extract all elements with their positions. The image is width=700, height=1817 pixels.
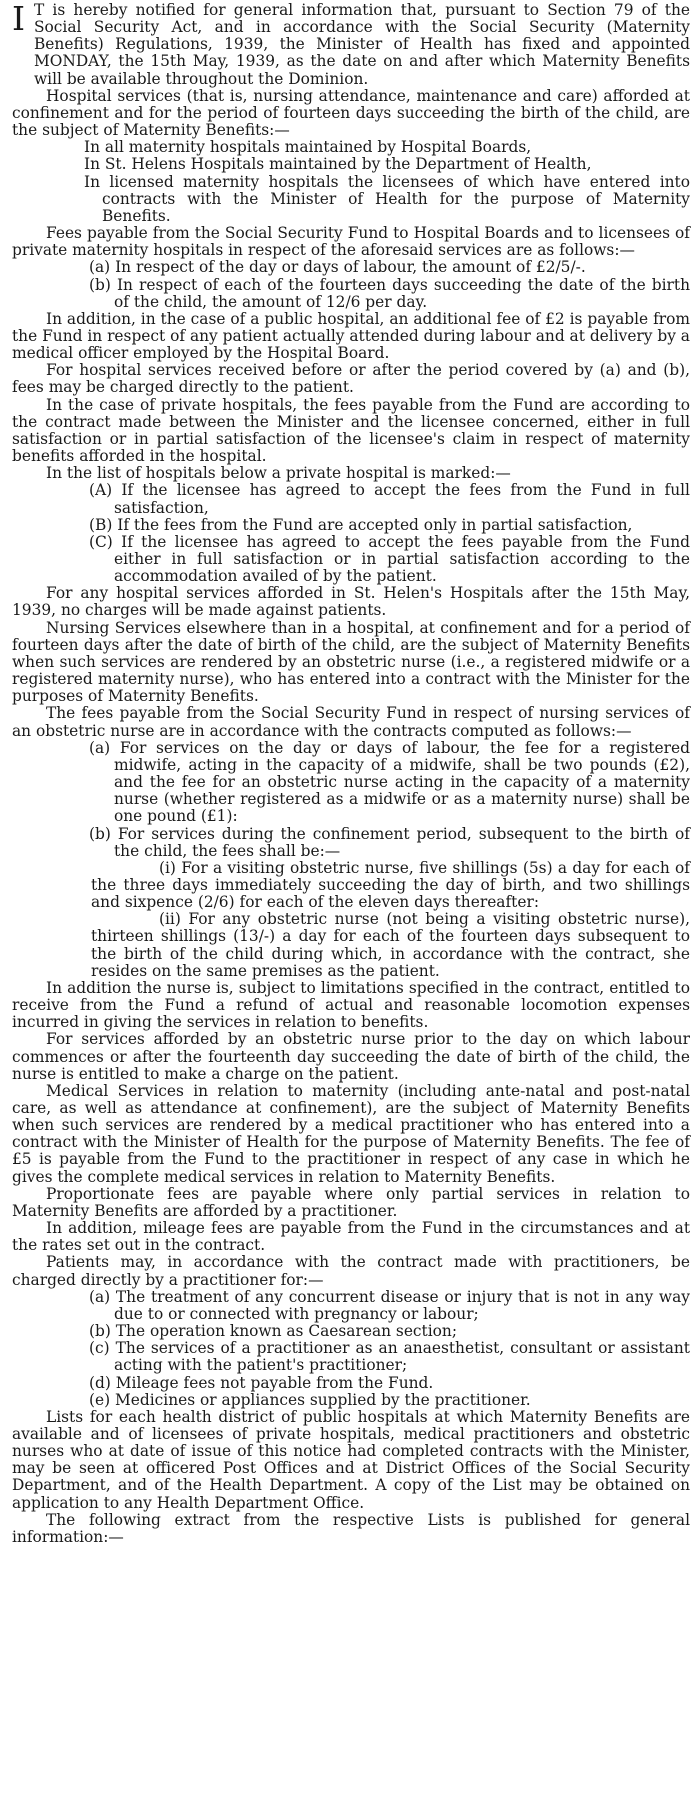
list-item — [12, 259, 690, 276]
locomotion-paragraph: In addition the nurse is, subject to limitations specified in the contract, entitled to receive from the Fund a refund of actual and reasonable locomotion expenses incurred in giving the services in relation to benefits. — [12, 978, 690, 1032]
list-item — [12, 1289, 690, 1323]
list-item — [12, 1375, 690, 1392]
nursing-fees-paragraph: The fees payable from the Social Security Fund in respect of nursing services of an obstetric nurse are in accordance with the contracts computed as follows:— — [12, 704, 690, 740]
list-item: In licensed maternity hospitals the licensees of which have entered into contracts with the Minister of Health for the purpose of Maternity Benefits. — [84, 172, 690, 225]
list-marker: (b) — [89, 824, 111, 843]
list-item — [12, 1392, 690, 1409]
list-text: If the licensee has agreed to accept the fees payable from the Fund either in full satisfaction or in partial satisfaction according to the accommodation availed of by the patient. — [114, 532, 690, 586]
extract-intro-paragraph: The following extract from the respective Lists is published for general information:— — [12, 1510, 690, 1546]
list-text: If the licensee has agreed to accept the fees from the Fund in full satisfaction, — [114, 481, 690, 517]
list-text: If the fees from the Fund are accepted only in partial satisfaction, — [117, 515, 633, 534]
list-item: In St. Helens Hospitals maintained by the Department of Health, — [84, 155, 592, 174]
direct-charges-paragraph: Patients may, in accordance with the contract made with practitioners, be charged directly by a practitioner for:— — [12, 1253, 690, 1289]
list-text: The operation known as Caesarean section; — [115, 1322, 458, 1341]
list-marker: (A) — [89, 481, 113, 500]
medical-services-paragraph: Medical Services in relation to maternity (including ante-natal and post-natal care, as well as attendance at confinement), are the subject of Maternity Benefits when such services are rendered by a medical practitioner who has entered into a contract with the Minister of Health for the purpose of Maternity Benefits. The fee of £5 is payable from the Fund to the practitioner in respect of any case in which he gives the complete medical services in relation to Maternity Benefits. — [12, 1081, 690, 1186]
list-marker: (d) — [89, 1373, 111, 1392]
list-item — [12, 517, 690, 534]
drop-cap: I — [12, 0, 26, 38]
list-marker: (b) — [89, 275, 111, 294]
practitioner-charges-list — [12, 1289, 690, 1409]
private-hospitals-paragraph: In the case of private hospitals, the fees payable from the Fund are according to the contract made between the Minister and the licensee concerned, either in full satisfaction or in partial satisfaction of the licensee's claim in respect of maternity benefits afforded in the hospital. — [12, 395, 690, 466]
nurse-charge-paragraph: For services afforded by an obstetric nurse prior to the day on which labour commences or after the fourteenth day succeeding the date of birth of the child, the nurse is entitled to make a charge on the patient. — [12, 1030, 690, 1083]
list-text: Medicines or appliances supplied by the practitioner. — [115, 1390, 531, 1409]
sub-list-item: (i) For a visiting obstetric nurse, five shillings (5s) a day for each of the three days immediately succeeding the day of birth, and two shillings and sixpence (2/6) for each of the eleven days thereafter: — [91, 858, 690, 912]
list-text: In respect of each of the fourteen days succeeding the date of the birth of the child, the amount of 12/6 per day. — [114, 275, 690, 311]
list-text: In respect of the day or days of labour, the amount of £2/5/-. — [115, 258, 586, 277]
fees-paragraph: Fees payable from the Social Security Fund to Hospital Boards and to licensees of private maternity hospitals in respect of the aforesaid services are as follows:— — [12, 224, 690, 260]
proportionate-fees-paragraph: Proportionate fees are payable where only partial services in relation to Maternity Benefits are afforded by a practitioner. — [12, 1184, 690, 1220]
list-text: The services of a practitioner as an anaesthetist, consultant or assistant acting with the patient's practitioner; — [114, 1339, 690, 1375]
list-item: In all maternity hospitals maintained by Hospital Boards, — [84, 138, 532, 157]
list-text: For services on the day or days of labour, the fee for a registered midwife, acting in the capacity of a midwife, shall be two pounds (£2), and the fee for an obstetric nurse acting in the capacity of a maternity nurse (whether registered as a midwife or as a maternity nurse) shall be one pound (£1): — [114, 738, 690, 826]
list-item — [12, 1340, 690, 1374]
list-item — [12, 1323, 690, 1340]
list-marker: (B) — [89, 515, 113, 534]
list-marker: (a) — [89, 1287, 111, 1306]
sub-list-item: (ii) For any obstetric nurse (not being a visiting obstetric nurse), thirteen shillings (13/-) a day for each of the fourteen days subsequent to the birth of the child during which, in accordance with the contract, she resides on the same premises as the patient. — [91, 910, 690, 980]
list-marker: (b) — [89, 1322, 111, 1341]
hospital-charges-paragraph: For hospital services received before or after the period covered by (a) and (b), fees may be charged directly to the patient. — [12, 361, 690, 397]
list-marker: (C) — [89, 532, 113, 551]
nursing-fees-list — [12, 740, 690, 980]
fees-list — [12, 259, 690, 310]
hospital-list — [12, 139, 690, 225]
list-item — [12, 534, 690, 585]
list-item — [12, 826, 690, 860]
list-marker: (e) — [89, 1390, 111, 1409]
intro-paragraph — [12, 2, 690, 88]
st-helens-paragraph: For any hospital services afforded in St. Helen's Hospitals after the 15th May, 1939, no charges will be made against patients. — [12, 584, 690, 620]
list-item — [12, 482, 690, 516]
list-text: Mileage fees not payable from the Fund. — [115, 1373, 434, 1392]
mileage-paragraph: In addition, mileage fees are payable from the Fund in the circumstances and at the rates set out in the contract. — [12, 1219, 690, 1255]
list-text: The treatment of any concurrent disease or injury that is not in any way due to or connected with pregnancy or labour; — [114, 1287, 690, 1323]
marked-list — [12, 482, 690, 585]
lists-availability-paragraph: Lists for each health district of public hospitals at which Maternity Benefits are available and of licensees of private hospitals, medical practitioners and obstetric nurses who at date of issue of this notice had completed contracts with the Minister, may be seen at officered Post Offices and at District Offices of the Social Security Department, and of the Health Department. A copy of the List may be obtained on application to any Health Department Office. — [12, 1407, 690, 1512]
list-marker: (a) — [89, 258, 111, 277]
nursing-services-paragraph: Nursing Services elsewhere than in a hospital, at confinement and for a period of fourteen days after the date of birth of the child, are the subject of Maternity Benefits when such services are rendered by an obstetric nurse (i.e., a registered midwife or a registered maternity nurse), who has entered into a contract with the Minister for the purposes of Maternity Benefits. — [12, 618, 690, 706]
list-item — [12, 277, 690, 311]
marked-intro-paragraph: In the list of hospitals below a private hospital is marked:— — [46, 464, 511, 483]
intro-text: T is hereby notified for general information that, pursuant to Section 79 of the Social Security Act, and in accordance with the Social Security (Maternity Benefits) Regulations, 1939, the Minister of Health has fixed and appointed MONDAY, the 15th May, 1939, as the date on and after which Maternity Benefits will be available throughout the Dominion. — [34, 1, 690, 88]
public-hospital-paragraph: In addition, in the case of a public hospital, an additional fee of £2 is payable from the Fund in respect of any patient actually attended during labour and at delivery by a medical officer employed by the Hospital Board. — [12, 309, 690, 363]
list-marker: (c) — [89, 1339, 110, 1358]
list-text: For services during the confinement period, subsequent to the birth of the child, the fees shall be:— — [114, 824, 690, 860]
list-item — [12, 740, 690, 826]
hospital-services-paragraph: Hospital services (that is, nursing attendance, maintenance and care) afforded at confinement and for the period of fourteen days succeeding the birth of the child, are the subject of Maternity Benefits:— — [12, 86, 690, 140]
list-marker: (a) — [89, 738, 111, 757]
